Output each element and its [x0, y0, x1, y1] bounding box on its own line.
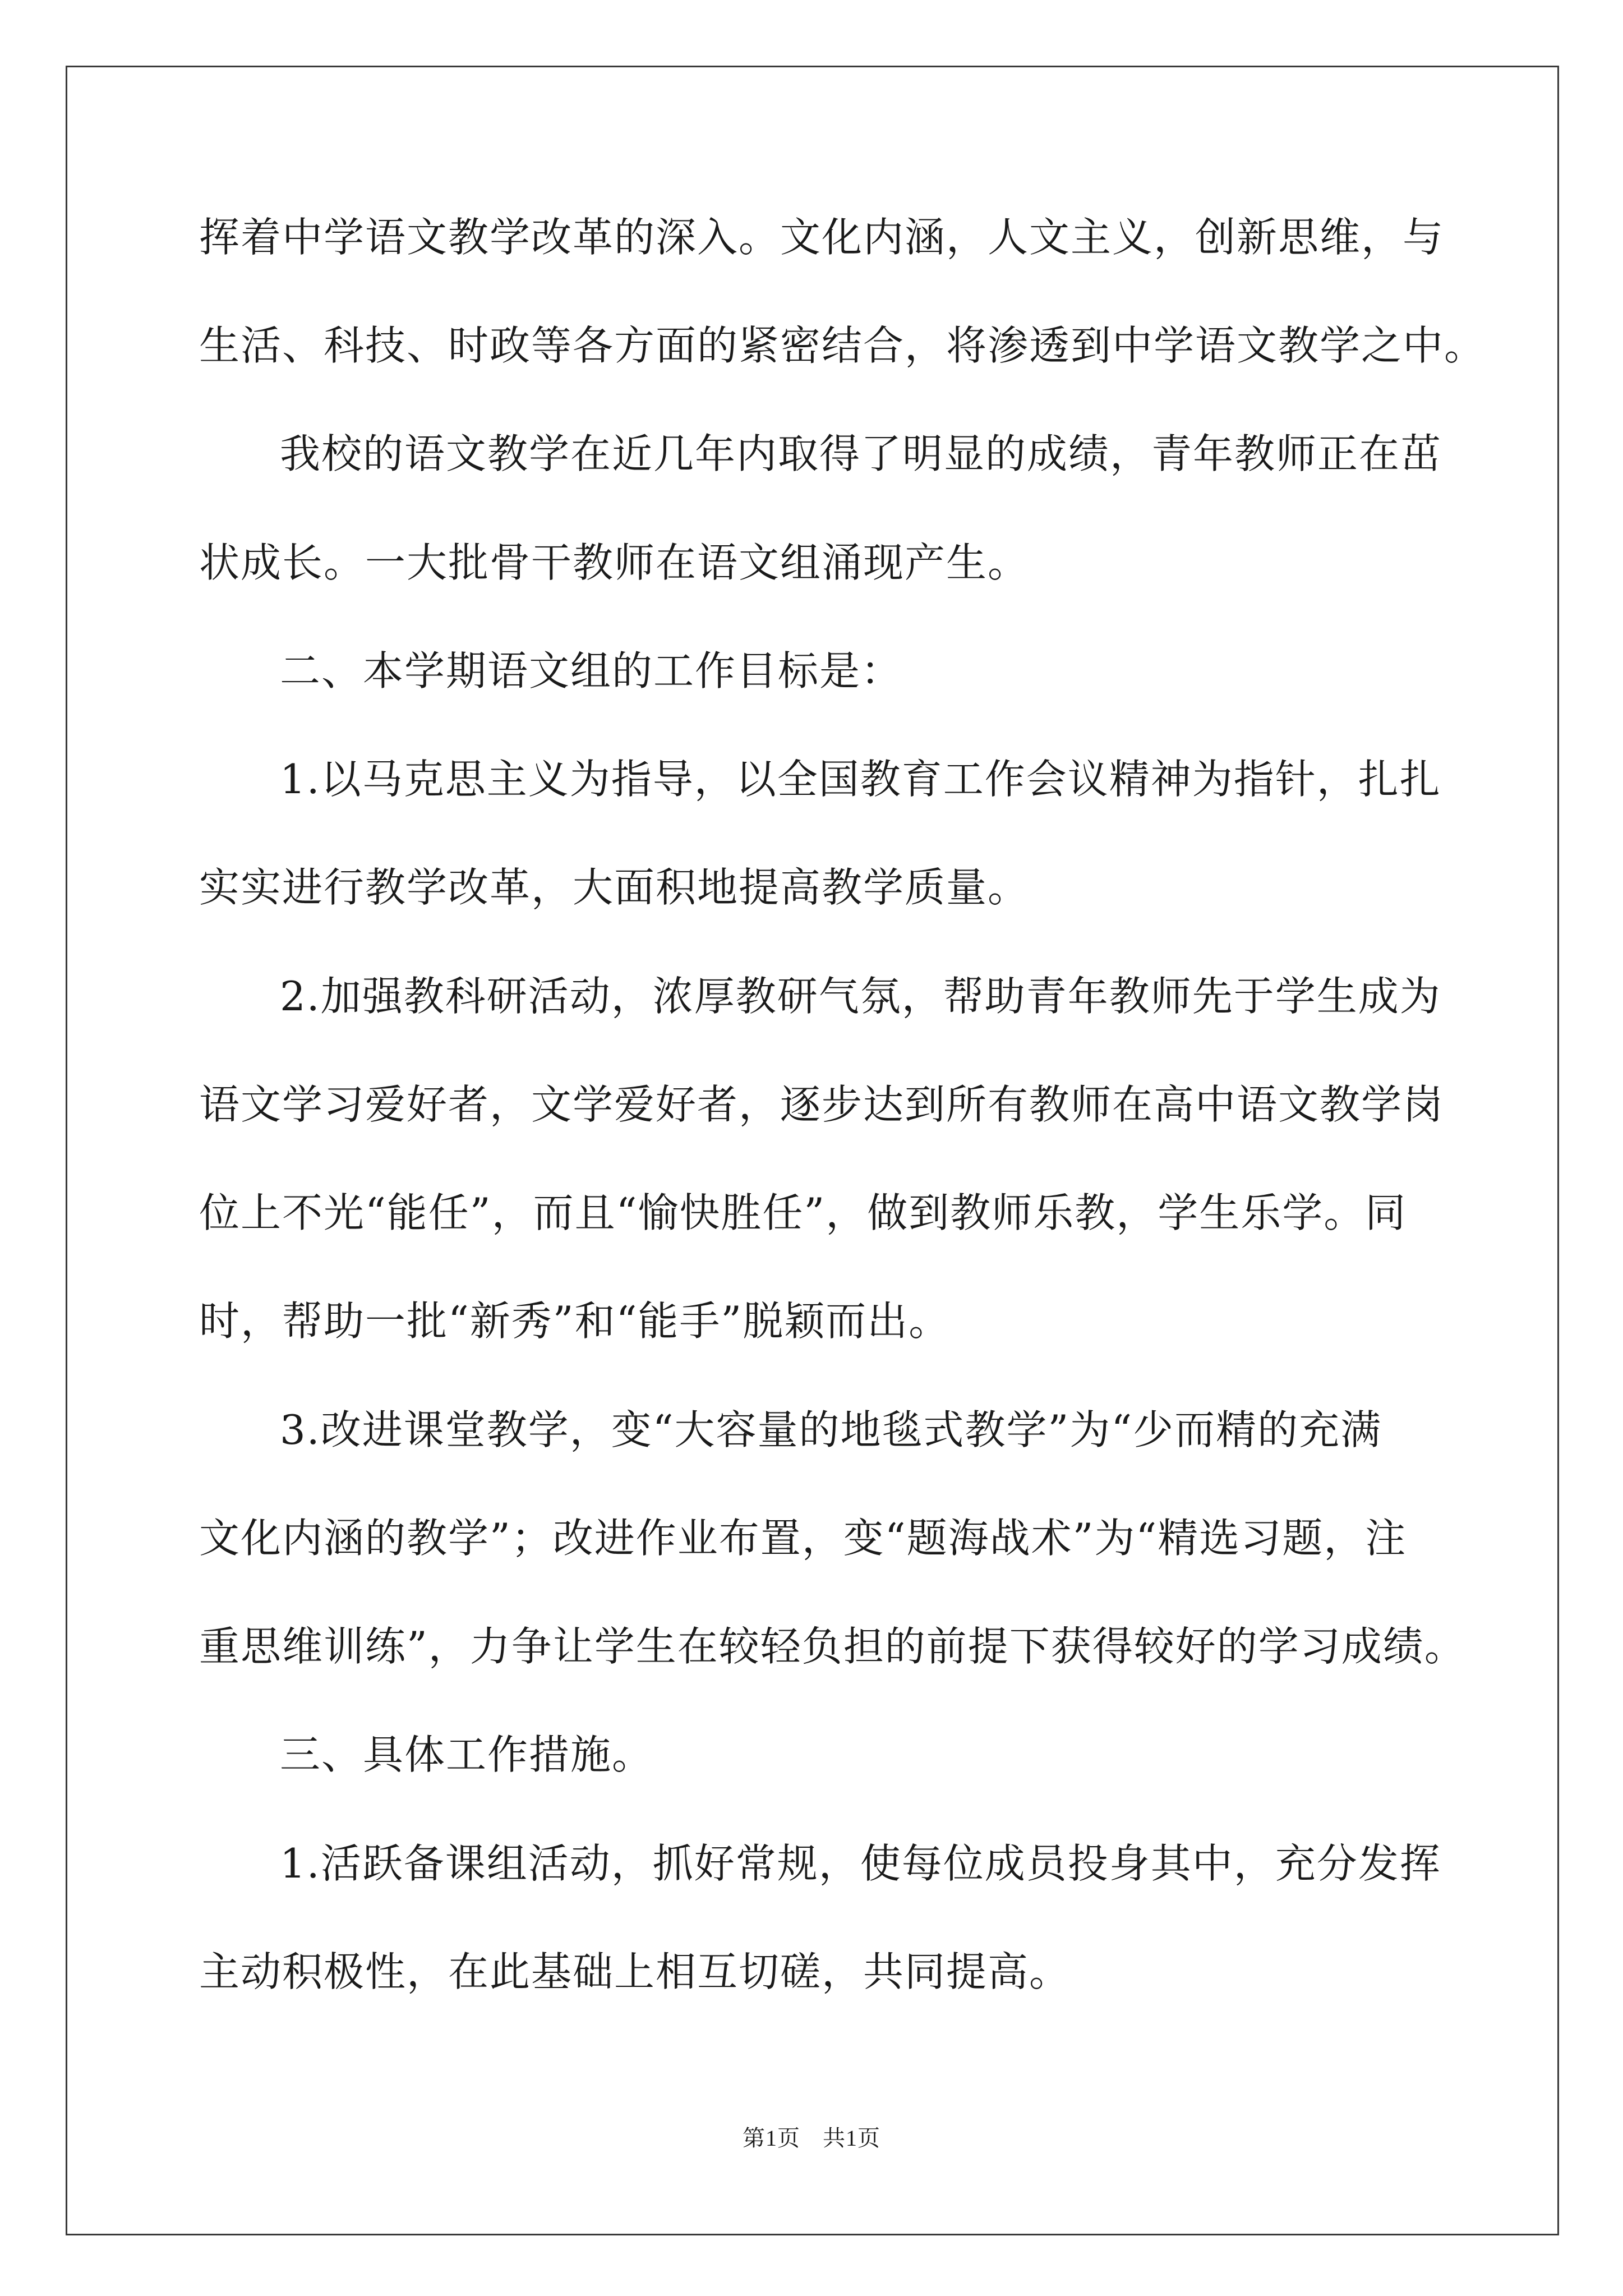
page-border — [66, 66, 1559, 2235]
section-heading: 二、本学期语文组的工作目标是： — [280, 647, 903, 694]
text-line: 我校的语文教学在近几年内取得了明显的成绩，青年教师正在茁 — [280, 430, 1442, 477]
section-heading: 三、具体工作措施。 — [280, 1731, 654, 1778]
text-line: 实实进行教学改革，大面积地提高教学质量。 — [199, 864, 1030, 911]
page-footer — [0, 2120, 1623, 2152]
text-line: 1.活跃备课组活动，抓好常规，使每位成员投身其中，充分发挥 — [280, 1840, 1441, 1887]
text-line: 文化内涵的教学”；改进作业布置，变“题海战术”为“精选习题，注 — [199, 1515, 1407, 1562]
text-line: 1.以马克思主义为指导，以全国教育工作会议精神为指针，扎扎 — [280, 756, 1441, 803]
page-number: 第1页 — [743, 2125, 800, 2151]
text-line: 主动积极性，在此基础上相互切磋，共同提高。 — [199, 1948, 1071, 1995]
text-line: 重思维训练”，力争让学生在较轻负担的前提下获得较好的学习成绩。 — [199, 1623, 1466, 1670]
text-line: 语文学习爱好者，文学爱好者，逐步达到所有教师在高中语文教学岗 — [199, 1081, 1445, 1128]
text-line: 时，帮助一批“新秀”和“能手”脱颖而出。 — [199, 1297, 951, 1345]
text-line: 生活、科技、时政等各方面的紧密结合，将渗透到中学语文教学之中。 — [199, 322, 1486, 369]
text-line: 3.改进课堂教学，变“大容量的地毯式教学”为“少而精的充满 — [280, 1406, 1382, 1453]
text-line: 挥着中学语文教学改革的深入。文化内涵，人文主义，创新思维，与 — [199, 214, 1445, 261]
text-line: 2.加强教科研活动，浓厚教研气氛，帮助青年教师先于学生成为 — [280, 973, 1441, 1020]
text-line: 位上不光“能任”，而且“愉快胜任”，做到教师乐教，学生乐学。同 — [199, 1189, 1407, 1236]
text-line: 状成长。一大批骨干教师在语文组涌现产生。 — [199, 539, 1030, 586]
page-total: 共1页 — [823, 2125, 880, 2151]
